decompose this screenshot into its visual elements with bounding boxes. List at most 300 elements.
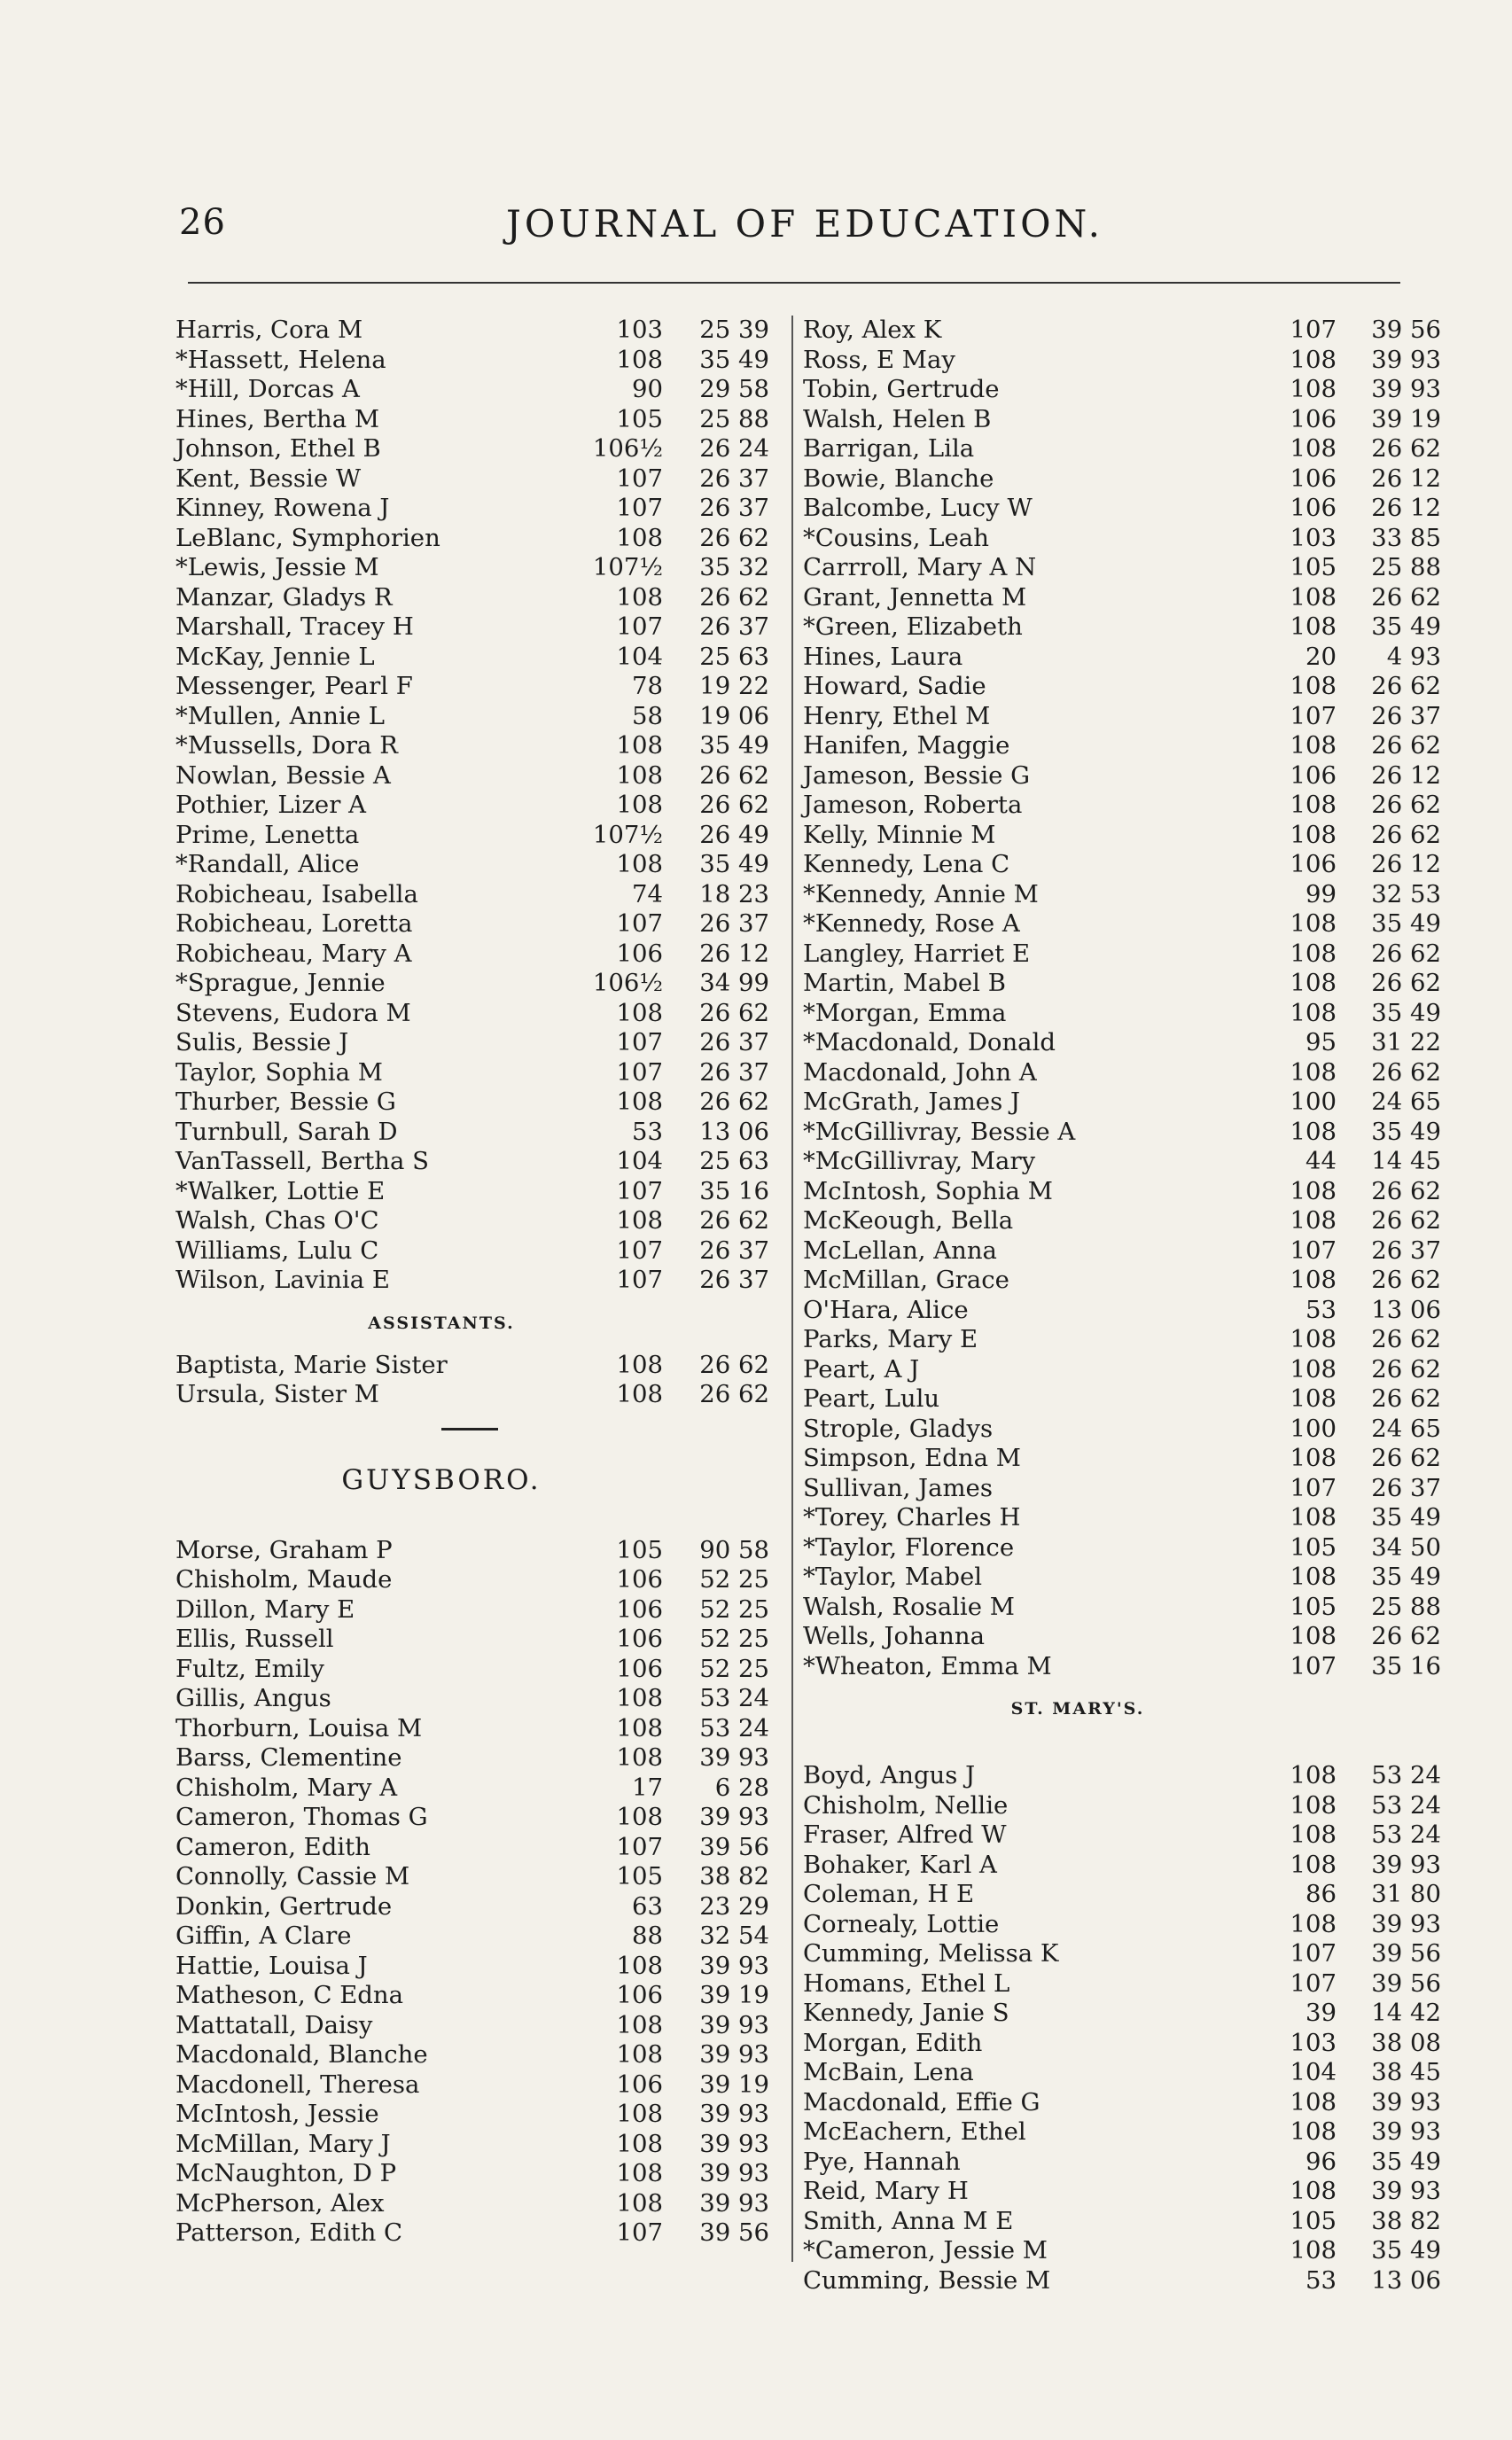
table-row [803, 1028, 1441, 1058]
teacher-name: Kinney, Rowena J [175, 494, 390, 522]
days-taught: 107 [616, 1057, 663, 1087]
days-taught: 107 [616, 1176, 663, 1205]
grant-amount: 39 93 [1371, 1909, 1441, 1938]
table-row [175, 1536, 778, 1566]
grant-amount: 29 58 [699, 375, 769, 403]
table-row [175, 524, 778, 554]
table-row [175, 2100, 778, 2130]
days-taught: 90 [632, 375, 663, 403]
days-taught: 108 [1290, 1176, 1337, 1205]
days-taught: 107 [1290, 701, 1337, 730]
teacher-name: Parks, Mary E [803, 1325, 978, 1353]
days-taught: 95 [1305, 1028, 1337, 1056]
grant-amount: 35 49 [699, 345, 769, 374]
grant-amount: 35 49 [1371, 909, 1441, 938]
days-taught: 108 [1290, 969, 1337, 997]
grant-amount: 39 93 [1371, 345, 1441, 374]
teacher-name: Robicheau, Isabella [175, 879, 418, 908]
table-row [175, 1833, 778, 1863]
teacher-name: Martin, Mabel B [803, 969, 1006, 997]
table-row [175, 821, 778, 851]
teacher-name: Barss, Clementine [175, 1743, 402, 1772]
grant-amount: 23 29 [699, 1891, 769, 1921]
table-row [175, 1655, 778, 1685]
days-taught: 106 [1290, 464, 1337, 493]
teacher-name: *Cameron, Jessie M [803, 2236, 1048, 2265]
teacher-name: Henry, Ethel M [803, 701, 991, 730]
grant-amount: 26 62 [699, 1350, 769, 1379]
teacher-name: Coleman, H E [803, 1880, 975, 1908]
days-taught: 108 [616, 1684, 663, 1712]
grant-amount: 39 93 [699, 2129, 769, 2158]
teacher-name: Wells, Johanna [803, 1622, 985, 1650]
days-taught: 103 [616, 316, 663, 344]
table-row [175, 1773, 778, 1804]
teacher-name: *Wheaton, Emma M [803, 1651, 1052, 1680]
teacher-name: *Kennedy, Annie M [803, 879, 1039, 908]
table-row [803, 2147, 1441, 2178]
table-row [175, 731, 778, 761]
teacher-name: McPherson, Alex [175, 2188, 385, 2218]
grant-amount: 26 62 [1371, 1622, 1441, 1650]
days-taught: 105 [1290, 553, 1337, 581]
teacher-name: *McGillivray, Mary [803, 1147, 1036, 1175]
grant-amount: 26 12 [1371, 760, 1441, 790]
table-row [175, 672, 778, 702]
table-row [175, 1028, 778, 1058]
grant-amount: 39 19 [699, 2070, 769, 2099]
days-taught: 17 [632, 1773, 663, 1802]
teacher-name: Walsh, Chas O'C [175, 1206, 379, 1235]
table-row [803, 642, 1441, 673]
teacher-name: Giffin, A Clare [175, 1922, 352, 1950]
grant-amount: 52 25 [699, 1594, 769, 1624]
table-row [175, 316, 778, 346]
grant-amount: 38 82 [699, 1862, 769, 1890]
days-taught: 107 [616, 2218, 663, 2247]
days-taught: 108 [616, 2188, 663, 2218]
grant-amount: 26 62 [1371, 1057, 1441, 1087]
table-row [175, 1981, 778, 2011]
teacher-name: Wilson, Lavinia E [175, 1266, 390, 1294]
days-taught: 108 [1290, 582, 1337, 612]
days-taught: 108 [1290, 1266, 1337, 1294]
grant-amount: 24 65 [1371, 1414, 1441, 1443]
teacher-name: Macdonald, Effie G [803, 2087, 1040, 2116]
grant-amount: 26 62 [699, 1206, 769, 1235]
days-taught: 107 [616, 1028, 663, 1056]
grant-amount: 24 65 [1371, 1087, 1441, 1116]
table-row [803, 1236, 1441, 1267]
table-row [175, 612, 778, 643]
teacher-name: O'Hara, Alice [803, 1295, 969, 1324]
grant-amount: 26 62 [699, 998, 769, 1027]
days-taught: 103 [1290, 523, 1337, 552]
teacher-name: Manzar, Gladys R [175, 582, 393, 612]
days-taught: 107 [616, 909, 663, 938]
teacher-name: Smith, Anna M E [803, 2206, 1014, 2235]
left-list-c [175, 1536, 778, 2249]
table-row [803, 1057, 1441, 1088]
table-row [175, 1565, 778, 1595]
table-row [803, 1503, 1441, 1533]
grant-amount: 26 62 [1371, 1354, 1441, 1384]
grant-amount: 26 62 [1371, 1384, 1441, 1413]
teacher-name: Nowlan, Bessie A [175, 760, 391, 790]
table-row [175, 2218, 778, 2249]
days-taught: 108 [616, 2129, 663, 2158]
days-taught: 104 [616, 1147, 663, 1175]
grant-amount: 34 50 [1371, 1532, 1441, 1562]
days-taught: 106 [616, 1594, 663, 1624]
teacher-name: McIntosh, Jessie [175, 2100, 379, 2128]
table-row [175, 2130, 778, 2160]
table-row [803, 1117, 1441, 1148]
teacher-name: Chisholm, Mary A [175, 1773, 398, 1802]
teacher-name: Stevens, Eudora M [175, 998, 411, 1027]
right-list-b [803, 1761, 1441, 2296]
section-dash [175, 1410, 778, 1449]
table-row [803, 1532, 1441, 1563]
table-row [175, 1380, 778, 1410]
days-taught: 108 [616, 2100, 663, 2128]
grant-amount: 19 06 [699, 701, 769, 730]
days-taught: 107 [1290, 1939, 1337, 1968]
table-row [175, 791, 778, 821]
teacher-name: Cameron, Edith [175, 1832, 370, 1861]
teacher-name: Fultz, Emily [175, 1654, 324, 1683]
grant-amount: 26 37 [699, 1236, 769, 1265]
table-row [803, 2117, 1441, 2148]
teacher-name: Morgan, Edith [803, 2028, 983, 2057]
days-taught: 105 [1290, 2206, 1337, 2235]
grant-amount: 26 62 [1371, 791, 1441, 819]
table-row [803, 731, 1441, 761]
table-row [175, 761, 778, 791]
teacher-name: Macdonell, Theresa [175, 2070, 420, 2099]
table-row [175, 1206, 778, 1236]
grant-amount: 39 93 [1371, 1850, 1441, 1879]
teacher-name: McIntosh, Sophia M [803, 1176, 1053, 1205]
teacher-name: Roy, Alex K [803, 316, 942, 344]
table-row [175, 1266, 778, 1296]
table-row [803, 1266, 1441, 1296]
grant-amount: 35 16 [1371, 1651, 1441, 1680]
table-row [803, 850, 1441, 880]
days-taught: 108 [616, 2040, 663, 2069]
days-taught: 108 [1290, 1325, 1337, 1353]
teacher-name: Dillon, Mary E [175, 1594, 355, 1624]
teacher-name: Thorburn, Louisa M [175, 1713, 423, 1742]
days-taught: 108 [616, 1951, 663, 1980]
days-taught: 108 [1290, 909, 1337, 938]
days-taught: 108 [1290, 612, 1337, 641]
table-row [175, 2189, 778, 2219]
table-row [803, 1444, 1441, 1474]
grant-amount: 53 24 [699, 1713, 769, 1742]
days-taught: 108 [1290, 1057, 1337, 1087]
table-row [803, 998, 1441, 1029]
days-taught: 107 [1290, 1236, 1337, 1265]
teacher-name: Langley, Harriet E [803, 939, 1031, 968]
teacher-name: *Walker, Lottie E [175, 1176, 386, 1205]
grant-amount: 26 37 [699, 612, 769, 641]
grant-amount: 39 93 [699, 2010, 769, 2039]
days-taught: 108 [616, 1350, 663, 1379]
days-taught: 105 [616, 404, 663, 433]
grant-amount: 39 56 [699, 2218, 769, 2247]
days-taught: 108 [1290, 2236, 1337, 2265]
grant-amount: 39 93 [699, 1803, 769, 1831]
teacher-name: Peart, Lulu [803, 1384, 940, 1413]
teacher-name: Kennedy, Lena C [803, 850, 1010, 878]
days-taught: 88 [632, 1922, 663, 1950]
table-row [175, 434, 778, 464]
teacher-name: Johnson, Ethel B [175, 434, 381, 463]
table-row [175, 1862, 778, 1892]
teacher-name: Chisholm, Maude [175, 1565, 393, 1594]
days-taught: 108 [1290, 820, 1337, 849]
days-taught: 58 [632, 701, 663, 730]
teacher-name: Boyd, Angus J [803, 1761, 976, 1789]
table-row [803, 820, 1441, 851]
days-taught: 108 [1290, 731, 1337, 760]
days-taught: 107 [616, 464, 663, 493]
teacher-name: *Cousins, Leah [803, 523, 989, 552]
teacher-name: Hattie, Louisa J [175, 1951, 368, 1980]
teacher-name: Ross, E May [803, 345, 955, 374]
grant-amount: 53 24 [1371, 1820, 1441, 1849]
table-row [803, 1939, 1441, 1969]
grant-amount: 35 49 [1371, 612, 1441, 641]
grant-amount: 26 62 [1371, 820, 1441, 849]
days-taught: 108 [616, 850, 663, 878]
teacher-name: *Taylor, Florence [803, 1532, 1015, 1562]
days-taught: 53 [1305, 1295, 1337, 1324]
teacher-name: Robicheau, Loretta [175, 909, 413, 938]
grant-amount: 32 53 [1371, 879, 1441, 908]
teacher-name: Reid, Mary H [803, 2177, 969, 2205]
grant-amount: 26 62 [1371, 434, 1441, 463]
page-number: 26 [179, 202, 226, 243]
teacher-name: Sullivan, James [803, 1473, 993, 1502]
table-row [803, 672, 1441, 702]
grant-amount: 26 12 [1371, 850, 1441, 878]
table-row [803, 2087, 1441, 2118]
days-taught: 78 [632, 672, 663, 700]
grant-amount: 26 62 [699, 1087, 769, 1116]
grant-amount: 26 62 [699, 760, 769, 790]
table-row [803, 2236, 1441, 2266]
teacher-name: Chisholm, Nellie [803, 1790, 1009, 1820]
days-taught: 108 [616, 1087, 663, 1116]
teacher-name: Bowie, Blanche [803, 464, 994, 493]
grant-amount: 39 93 [1371, 375, 1441, 403]
grant-amount: 26 37 [699, 464, 769, 493]
days-taught: 108 [616, 1743, 663, 1772]
teacher-name: Hines, Laura [803, 642, 963, 671]
days-taught: 106 [1290, 494, 1337, 522]
grant-amount: 26 62 [1371, 1325, 1441, 1353]
teacher-name: *Torey, Charles H [803, 1503, 1021, 1532]
teacher-name: Ellis, Russell [175, 1625, 334, 1653]
table-row [803, 1384, 1441, 1415]
table-row [803, 969, 1441, 999]
guysboro-heading: GUYSBORO. [341, 1463, 542, 1496]
grant-amount: 39 93 [1371, 2087, 1441, 2116]
teacher-name: McNaughton, D P [175, 2159, 397, 2187]
days-taught: 106 [1290, 760, 1337, 790]
teacher-name: *Randall, Alice [175, 850, 360, 878]
days-taught: 108 [616, 2159, 663, 2187]
teacher-name: Jameson, Roberta [803, 791, 1023, 819]
days-taught: 106 [616, 1625, 663, 1653]
table-row [803, 1147, 1441, 1177]
days-taught: 108 [1290, 1117, 1337, 1146]
table-row [803, 701, 1441, 732]
grant-amount: 34 99 [699, 969, 769, 997]
teacher-name: McLellan, Anna [803, 1236, 997, 1265]
grant-amount: 53 24 [1371, 1761, 1441, 1789]
table-row [803, 1414, 1441, 1445]
teacher-name: *McGillivray, Bessie A [803, 1117, 1076, 1146]
grant-amount: 26 37 [699, 1057, 769, 1087]
grant-amount: 25 39 [699, 316, 769, 344]
table-row [803, 1880, 1441, 1910]
grant-amount: 39 93 [699, 2040, 769, 2069]
grant-amount: 26 49 [699, 820, 769, 849]
grant-amount: 53 24 [1371, 1790, 1441, 1820]
teacher-name: McBain, Lena [803, 2058, 974, 2086]
days-taught: 106 [616, 1654, 663, 1683]
teacher-name: Kent, Bessie W [175, 464, 362, 493]
table-row [175, 1351, 778, 1381]
table-row [803, 1206, 1441, 1236]
teacher-name: Matheson, C Edna [175, 1981, 404, 2009]
days-taught: 44 [1305, 1147, 1337, 1175]
grant-amount: 52 25 [699, 1565, 769, 1594]
teacher-name: Williams, Lulu C [175, 1236, 379, 1265]
table-row [175, 1922, 778, 1952]
days-taught: 100 [1290, 1087, 1337, 1116]
days-taught: 108 [616, 760, 663, 790]
teacher-name: Hanifen, Maggie [803, 731, 1010, 760]
grant-amount: 39 56 [699, 1832, 769, 1861]
days-taught: 106 [616, 2070, 663, 2099]
grant-amount: 19 22 [699, 672, 769, 700]
left-list-a [175, 316, 778, 1296]
teacher-name: *Hassett, Helena [175, 345, 386, 374]
table-row [803, 434, 1441, 464]
days-taught: 108 [1290, 791, 1337, 819]
table-row [803, 375, 1441, 405]
grant-amount: 26 62 [699, 523, 769, 552]
table-row [175, 2011, 778, 2041]
teacher-name: *Sprague, Jennie [175, 969, 386, 997]
grant-amount: 35 49 [1371, 2236, 1441, 2265]
teacher-name: Turnbull, Sarah D [175, 1117, 398, 1146]
grant-amount: 26 62 [1371, 1176, 1441, 1205]
teacher-name: Cameron, Thomas G [175, 1803, 428, 1831]
table-row [175, 1803, 778, 1833]
grant-amount: 13 06 [1371, 1295, 1441, 1324]
table-row [175, 1892, 778, 1922]
table-row [803, 2265, 1441, 2296]
days-taught: 108 [1290, 375, 1337, 403]
page-header [0, 202, 1512, 255]
days-taught: 108 [1290, 939, 1337, 968]
grant-amount: 26 62 [1371, 672, 1441, 700]
grant-amount: 38 08 [1371, 2028, 1441, 2057]
days-taught: 105 [616, 1535, 663, 1564]
teacher-name: Walsh, Rosalie M [803, 1592, 1015, 1621]
table-row [803, 760, 1441, 791]
table-row [175, 2040, 778, 2070]
grant-amount: 26 62 [1371, 1444, 1441, 1472]
grant-amount: 25 63 [699, 642, 769, 671]
table-row [803, 464, 1441, 495]
days-taught: 99 [1305, 879, 1337, 908]
teacher-name: Robicheau, Mary A [175, 939, 412, 968]
teacher-name: Walsh, Helen B [803, 404, 992, 433]
grant-amount: 26 37 [699, 494, 769, 522]
grant-amount: 26 37 [699, 1028, 769, 1056]
days-taught: 106½ [592, 969, 663, 997]
teacher-name: Thurber, Bessie G [175, 1087, 396, 1116]
teacher-name: Jameson, Bessie G [803, 760, 1031, 790]
grant-amount: 35 49 [699, 850, 769, 878]
table-row [175, 2159, 778, 2189]
table-row [803, 404, 1441, 435]
days-taught: 107 [1290, 316, 1337, 344]
table-row [803, 1651, 1441, 1682]
grant-amount: 26 62 [1371, 1206, 1441, 1235]
grant-amount: 39 56 [1371, 1968, 1441, 1998]
table-row [803, 2177, 1441, 2207]
teacher-name: Macdonald, John A [803, 1057, 1037, 1087]
teacher-name: Barrigan, Lila [803, 434, 975, 463]
table-row [175, 405, 778, 435]
grant-amount: 26 37 [1371, 701, 1441, 730]
grant-amount: 26 12 [1371, 494, 1441, 522]
column-divider [791, 316, 793, 2262]
table-row [175, 1058, 778, 1088]
table-row [803, 1850, 1441, 1881]
grant-amount: 39 93 [699, 2159, 769, 2187]
grant-amount: 35 49 [699, 731, 769, 760]
grant-amount: 26 24 [699, 434, 769, 463]
table-row [175, 702, 778, 732]
table-row [803, 909, 1441, 939]
days-taught: 74 [632, 879, 663, 908]
grant-amount: 39 93 [1371, 2117, 1441, 2146]
teacher-name: VanTassell, Bertha S [175, 1147, 429, 1175]
teacher-name: Pothier, Lizer A [175, 791, 366, 819]
table-row [803, 1563, 1441, 1593]
days-taught: 105 [1290, 1532, 1337, 1562]
grant-amount: 39 93 [699, 2188, 769, 2218]
table-row [803, 316, 1441, 346]
grant-amount: 26 62 [699, 791, 769, 819]
days-taught: 108 [1290, 2087, 1337, 2116]
grant-amount: 26 62 [699, 1380, 769, 1408]
teacher-name: Pye, Hannah [803, 2147, 961, 2176]
teacher-name: Cumming, Melissa K [803, 1939, 1059, 1968]
days-taught: 108 [1290, 672, 1337, 700]
days-taught: 108 [616, 1803, 663, 1831]
table-row [175, 464, 778, 495]
grant-amount: 26 62 [1371, 939, 1441, 968]
